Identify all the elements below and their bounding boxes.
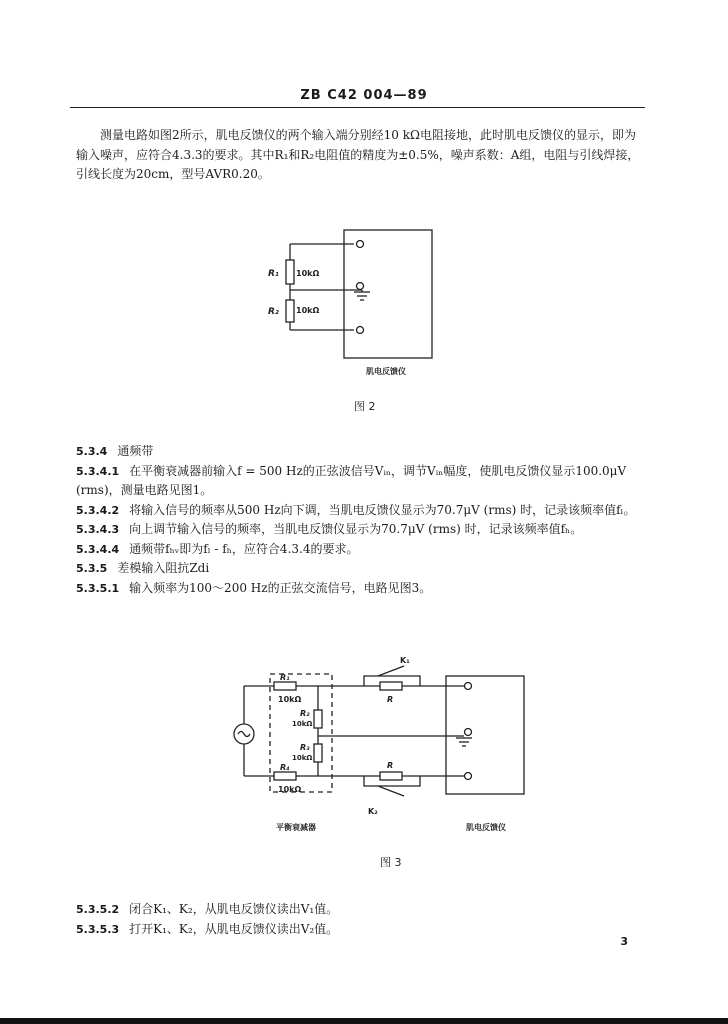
section-item: 5.3.4.3 向上调节输入信号的频率，当肌电反馈仪显示为70.7μV (rms) 时，记录该频率值fₕ。: [76, 522, 583, 536]
fig3-k1-label: K₁: [400, 656, 410, 665]
fig2-title: 图 2: [354, 400, 376, 413]
fig2-resistor-r2: [286, 300, 294, 322]
figure-3-circuit: [228, 652, 558, 872]
fig3-resistor-r2: [314, 710, 322, 728]
fig3-attenuator-caption: 平衡衰减器: [276, 823, 316, 832]
fig3-r2-label: R₂: [300, 709, 310, 718]
fig3-terminal-top: [465, 683, 472, 690]
fig3-r-top-label: R: [387, 695, 394, 704]
fig2-r1-label: R₁: [268, 269, 279, 279]
fig2-resistor-r1: [286, 260, 294, 284]
scan-edge-bar: [0, 1018, 728, 1024]
header-rule: [70, 107, 645, 108]
fig3-resistor-r3: [314, 744, 322, 762]
fig2-terminal-bottom: [357, 327, 364, 334]
section-item: 5.3.5.2 闭合K₁、K₂，从肌电反馈仪读出V₁值。: [76, 902, 339, 916]
fig3-r1-value: 10kΩ: [278, 695, 302, 704]
intro-text: 测量电路如图2所示，肌电反馈仪的两个输入端分别经10 kΩ电阻接地，此时肌电反馈仪的显示，即为输入噪声，应符合4.3.3的要求。其中R₁和R₂电阻值的精度为±0.5%，噪声系数：A组，电阻与引线焊接，引线长度为20cm，型号AVR0.20。: [76, 128, 640, 181]
section-item: 5.3.5.1 输入频率为100～200 Hz的正弦交流信号，电路见图3。: [76, 580, 432, 595]
fig3-resistor-r1: [274, 682, 296, 690]
fig3-r1-label: R₁: [280, 673, 290, 682]
fig3-attenuator-box: [270, 674, 332, 792]
fig3-device-caption: 肌电反馈仪: [466, 823, 506, 832]
fig2-r1-value: 10kΩ: [296, 269, 320, 278]
section-item: 5.3.4.4 通频带fₕᵥ即为fₗ - fₕ，应符合4.3.4的要求。: [76, 541, 359, 556]
fig3-terminal-bottom: [465, 773, 472, 780]
section-list: [76, 442, 642, 598]
section-item: 5.3.4 通频带: [76, 444, 154, 458]
document-code-header: ZB C42 004—89: [300, 88, 428, 103]
fig3-terminal-mid: [465, 729, 472, 736]
fig3-resistor-r-top: [380, 682, 402, 690]
fig3-r-bottom-label: R: [387, 761, 394, 770]
fig2-r2-label: R₂: [268, 307, 279, 317]
fig3-title: 图 3: [380, 856, 402, 869]
fig3-r4-label: R₄: [280, 763, 290, 772]
fig2-device-caption: 肌电反馈仪: [366, 367, 406, 376]
figure-2-circuit: [262, 224, 442, 424]
fig3-resistor-r-bottom: [380, 772, 402, 780]
section-item: 5.3.5 差模输入阻抗Zdi: [76, 561, 210, 575]
section-list-after: [76, 900, 642, 939]
intro-paragraph: [76, 126, 642, 185]
fig3-r2-value: 10kΩ: [292, 720, 313, 728]
fig2-terminal-mid: [357, 283, 364, 290]
fig2-r2-value: 10kΩ: [296, 306, 320, 315]
fig3-switch-k1: [378, 666, 404, 676]
section-item: 5.3.4.1 在平衡衰减器前输入f = 500 Hz的正弦波信号Vᵢₙ，调节Vᵢₙ幅度，使肌电反馈仪显示100.0μV (rms)，测量电路见图1。: [76, 463, 627, 497]
section-item: 5.3.4.2 将输入信号的频率从500 Hz向下调，当肌电反馈仪显示为70.7μV (rms) 时，记录该频率值fₗ。: [76, 502, 636, 517]
fig3-r4-value: 10kΩ: [278, 785, 302, 794]
fig3-r3-value: 10kΩ: [292, 754, 313, 762]
fig3-switch-k2: [378, 786, 404, 796]
fig2-terminal-top: [357, 241, 364, 248]
page-number: 3: [620, 935, 628, 948]
fig3-resistor-r4: [274, 772, 296, 780]
fig3-r3-label: R₃: [300, 743, 310, 752]
section-item: 5.3.5.3 打开K₁、K₂，从肌电反馈仪读出V₂值。: [76, 921, 339, 936]
fig3-k2-label: K₂: [368, 807, 378, 816]
fig2-device-box: [344, 230, 432, 358]
